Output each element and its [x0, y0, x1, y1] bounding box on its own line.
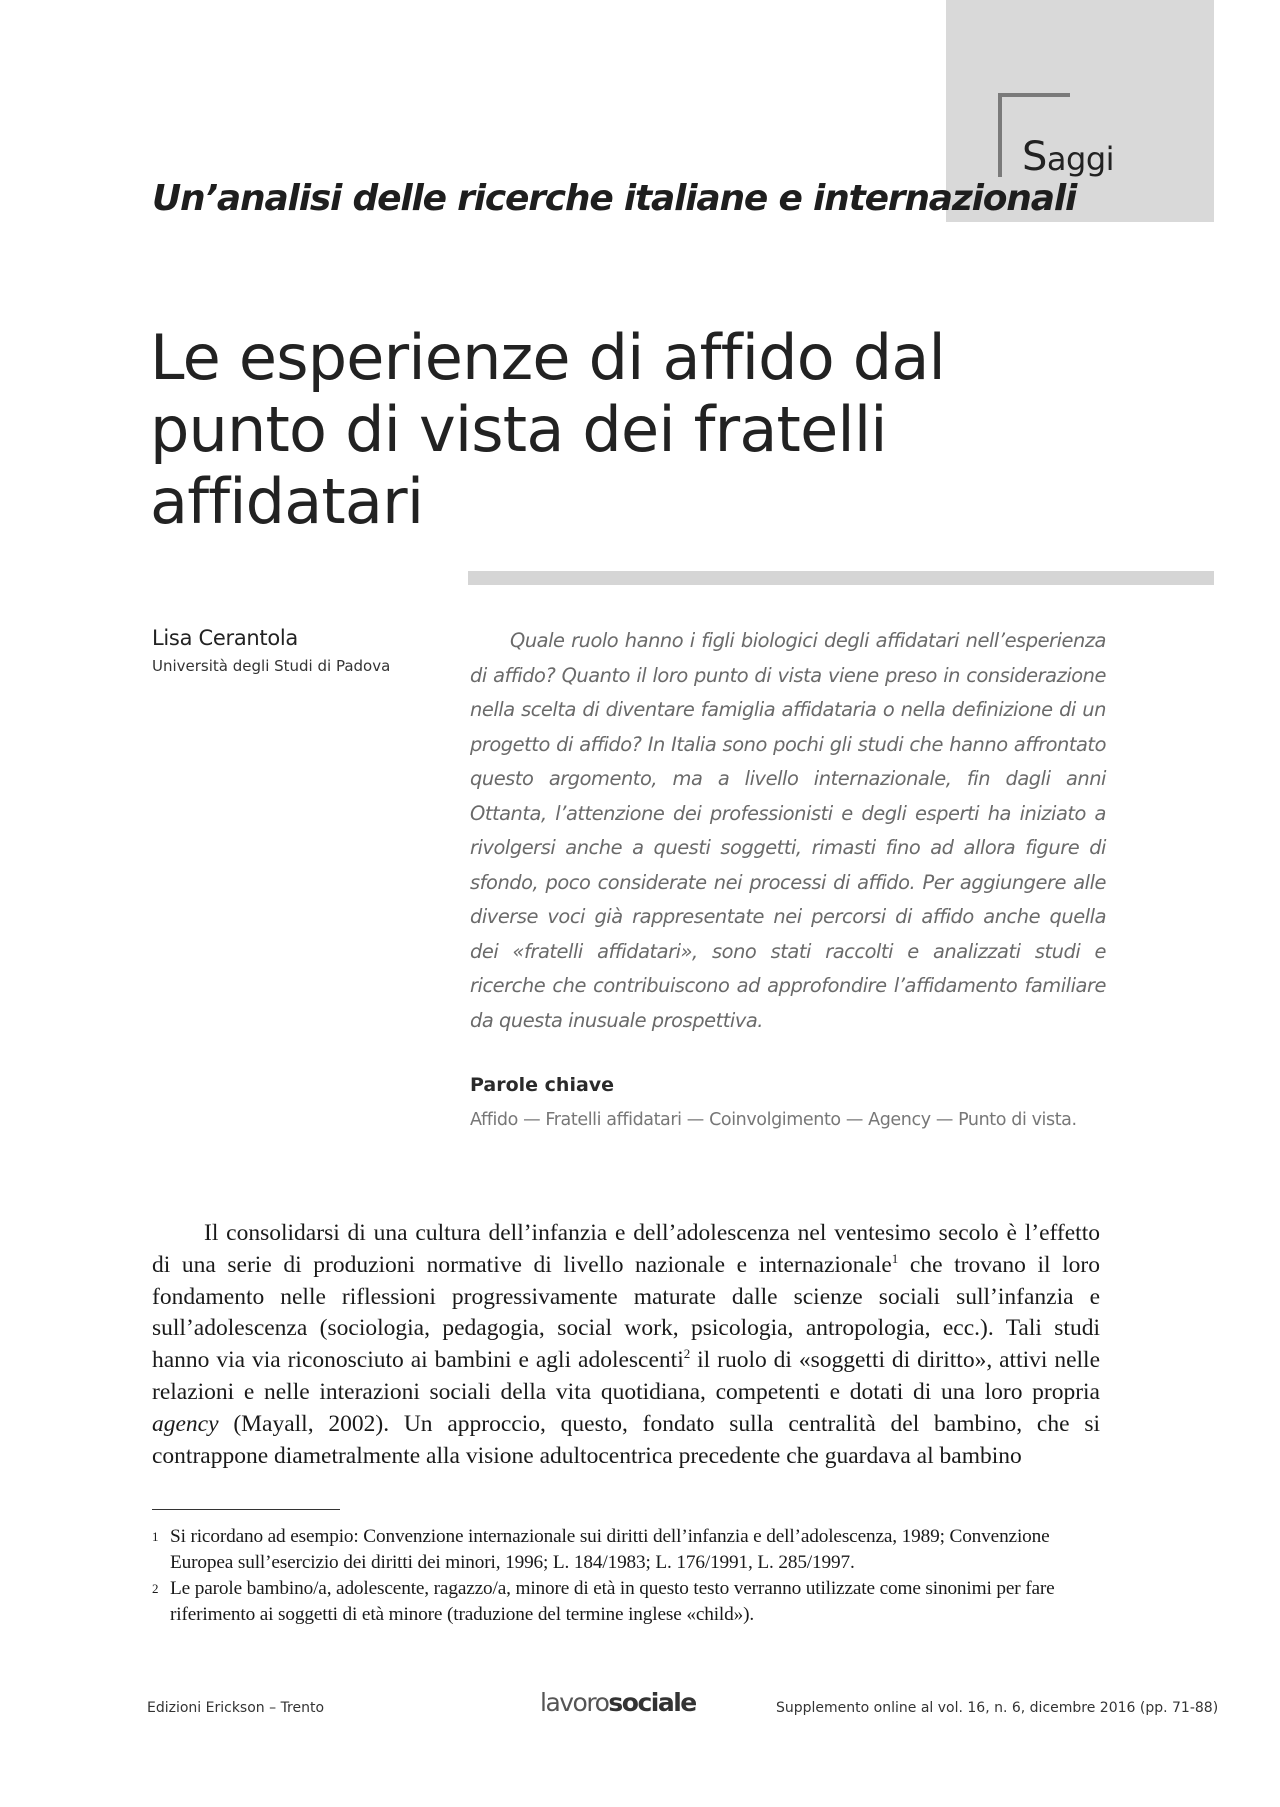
- section-bracket-vertical: [998, 93, 1002, 177]
- journal-logo-part1: lavoro: [540, 1688, 609, 1717]
- footnote-1: [152, 1524, 1100, 1575]
- keywords-heading: Parole chiave: [470, 1074, 615, 1096]
- footnote-text: Si ricordano ad esempio: Convenzione internazionale sui diritti dell’infanzia e dell’adolescenza, 1989; Convenzione Europea sull’esercizio dei diritti dei minori, 1996; L. 184/1983; L. 176/1991, L. 285/1997.: [170, 1526, 1050, 1573]
- author-name: Lisa Cerantola: [152, 626, 298, 650]
- footer-citation: Supplemento online al vol. 16, n. 6, dicembre 2016 (pp. 71-88): [776, 1700, 1219, 1716]
- section-label: [1022, 134, 1114, 180]
- section-label-rest: aggi: [1046, 140, 1115, 178]
- footnote-number: 2: [152, 1581, 159, 1596]
- journal-logo-part2: sociale: [608, 1688, 696, 1717]
- body-text-part: che trovano il loro fondamento nelle riflessioni progressivamente maturate dalle scienze sociali sull’infanzia e sull’adolescenza (sociologia, pedagogia, social work, psicologia, antropologia, ecc.). Tali studi hanno via via riconosciuto ai bambini e agli adolescenti: [152, 1251, 1100, 1374]
- footer-publisher: Edizioni Erickson – Trento: [147, 1700, 325, 1716]
- section-label-initial: S: [1022, 134, 1047, 180]
- footnote-text: Le parole bambino/a, adolescente, ragazzo/a, minore di età in questo testo verranno utilizzate come sinonimi per fare riferimento ai soggetti di età minore (traduzione del termine inglese «child»).: [170, 1578, 1055, 1625]
- footnote-2: [152, 1576, 1100, 1627]
- footnote-ref-2: 2: [683, 1346, 691, 1362]
- article-title: Le esperienze di affido dal punto di vista dei fratelli affidatari: [150, 321, 945, 538]
- section-bracket-horizontal: [998, 93, 1070, 97]
- footnote-ref-1: 1: [891, 1250, 899, 1266]
- abstract: Quale ruolo hanno i figli biologici degli affidatari nell’esperienza di affido? Quanto il loro punto di vista viene preso in considerazione nella scelta di diventare famiglia affidataria o nella definizione di un progetto di affido? In Italia sono pochi gli studi che hanno affrontato questo argomento, ma a livello internazionale, fin dagli anni Ottanta, l’attenzione dei professionisti e degli esperti ha iniziato a rivolgersi anche a questi soggetti, rimasti fino ad allora figure di sfondo, poco considerate nei processi di affido. Per aggiungere alle diverse voci già rappresentate nei percorsi di affido anche quella dei «fratelli affidatari», sono stati raccolti e analizzati studi e ricerche che contribuiscono ad approfondire l’affidamento familiare da questa inusuale prospettiva.: [470, 629, 1106, 1032]
- body-text-italic: agency: [152, 1410, 219, 1437]
- article-subtitle: Un’analisi delle ricerche italiane e internazionali: [152, 178, 1077, 219]
- author-affiliation: Università degli Studi di Padova: [152, 657, 391, 675]
- body-text-part: Il consolidarsi di una cultura dell’infanzia e dell’adolescenza nel ventesimo secolo è l’effetto di una serie di produzioni normative di livello nazionale e internazionale: [152, 1220, 1100, 1278]
- footnote-rule: [152, 1509, 340, 1510]
- title-rule: [468, 571, 1214, 585]
- journal-logo: [540, 1688, 696, 1717]
- body-text-part: (Mayall, 2002). Un approccio, questo, fondato sulla centralità del bambino, che si contrappone diametralmente alla visione adultocentrica precedente che guardava al bambino: [152, 1410, 1100, 1469]
- keywords-list: Affido — Fratelli affidatari — Coinvolgimento — Agency — Punto di vista.: [470, 1110, 1077, 1130]
- footnote-number: 1: [152, 1529, 159, 1544]
- body-text-part: il ruolo di «soggetti di diritto», attivi nelle relazioni e nelle interazioni sociali della vita quotidiana, competenti e dotati di una loro propria: [152, 1347, 1101, 1405]
- body-paragraph: [152, 1218, 1100, 1472]
